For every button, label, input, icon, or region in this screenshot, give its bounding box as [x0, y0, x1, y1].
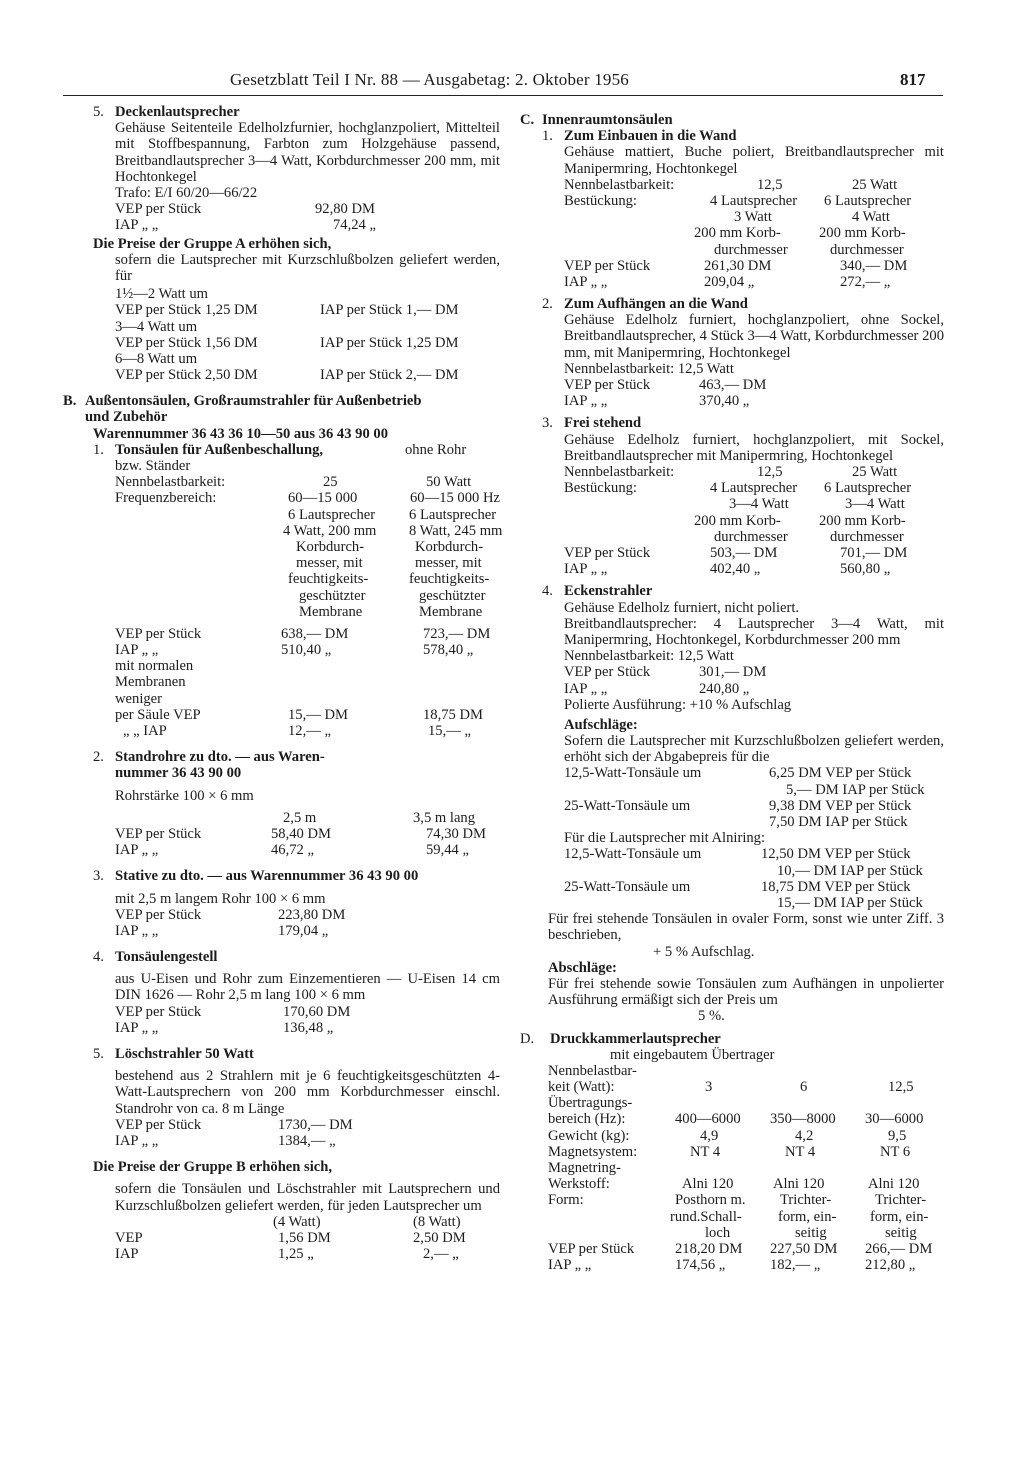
item-description: Gehäuse Edelholz furniert, hochglanzpoliert, ohne Sockel, Breitbandlautsprecher, 4 Stück 3—4 Watt, Korbdurchmesser 200 mm, mit Manipermring, Hochtonkegel — [564, 312, 944, 361]
iap-value: 240,80 „ — [699, 680, 750, 697]
desc-c2: Korbdurch- — [415, 538, 484, 555]
iap-text: IAP per Stück 1,25 DM — [320, 334, 459, 351]
desc-c2: 200 mm Korb- — [819, 225, 906, 242]
section-b-heading — [63, 393, 500, 442]
item-number: 3. — [93, 868, 104, 885]
iap-c1: 174,56 „ — [675, 1257, 726, 1274]
form-label: Form: — [548, 1192, 584, 1209]
desc-c1: 200 mm Korb- — [694, 512, 781, 529]
ueb-c3: 30—6000 — [865, 1111, 924, 1128]
trafo-text: Trafo: E/I 60/20—66/22 — [115, 185, 258, 201]
form-c2: Trichter- — [780, 1192, 832, 1209]
item-number: 1. — [542, 128, 553, 145]
section-einbauen — [542, 128, 944, 290]
item-title: Zum Aufhängen an die Wand — [564, 296, 748, 313]
per-saeule-iap-label: „ „ IAP — [123, 723, 167, 740]
magw-label: Magnetring- — [548, 1160, 621, 1177]
section-label: B. — [63, 393, 77, 410]
iap-text: IAP per Stück 2,— DM — [320, 367, 459, 384]
gew-c1: 4,9 — [700, 1127, 719, 1144]
desc-c2: geschützter — [419, 587, 486, 604]
iap-text: IAP per Stück 1,— DM — [320, 302, 459, 319]
nenn-text: Nennbelastbarkeit: 12,5 Watt — [564, 648, 734, 665]
per-saeule-vep-label: per Säule VEP — [115, 706, 201, 723]
item-title: Zum Einbauen in die Wand — [564, 128, 737, 145]
iap-c2: 560,80 „ — [840, 561, 891, 578]
vep-label: VEP per Stück — [115, 1003, 202, 1020]
item-title: Eckenstrahler — [564, 583, 653, 600]
ueb-c2: 350—8000 — [770, 1111, 836, 1128]
row-label: 25-Watt-Tonsäule um — [564, 797, 691, 814]
nenn-text: Nennbelastbarkeit: 12,5 Watt — [564, 360, 734, 377]
section-gruppe-b — [93, 1159, 500, 1262]
section-gruppe-a — [93, 236, 500, 384]
item-number: 4. — [542, 583, 553, 600]
iap-label: IAP „ „ — [564, 561, 608, 578]
nenn-label: Nennbelastbarkeit: — [564, 176, 675, 193]
nenn-c2: 50 Watt — [426, 474, 472, 491]
freq-label: Frequenzbereich: — [115, 490, 217, 507]
section-label: C. — [520, 112, 535, 128]
vep-c2: 723,— DM — [423, 625, 491, 642]
section-loeschstrahler — [93, 1046, 500, 1149]
iap-label: IAP „ „ — [115, 642, 159, 659]
form-c3: form, ein- — [870, 1208, 929, 1225]
row-vep: 12,50 DM VEP per Stück — [761, 846, 911, 863]
desc-c1: Membrane — [299, 603, 363, 620]
vep-value: 301,— DM — [699, 664, 767, 681]
iap-c1: 46,72 „ — [271, 842, 314, 859]
desc-c2: durchmesser — [830, 528, 904, 545]
length-c1: 2,5 m — [283, 809, 317, 826]
section-tonsaeulengestell — [93, 949, 500, 1036]
best-label: Bestückung: — [564, 480, 637, 497]
item-title: Deckenlautsprecher — [115, 104, 240, 120]
vep-label: VEP per Stück — [564, 664, 651, 681]
desc-c2: messer, mit — [415, 555, 482, 572]
form-c2: form, ein- — [778, 1208, 837, 1225]
section-aufhaengen — [542, 296, 944, 409]
form-c3: seitig — [885, 1224, 917, 1241]
row-iap: 7,50 DM IAP per Stück — [769, 814, 908, 831]
desc-c1: 6 Lautsprecher — [288, 506, 376, 523]
item-description: Breitbandlautsprecher: 4 Lautsprecher 3—4 Watt, mit Manipermring, Hochtonkegel, Korbdurchmesser 200 mm — [564, 615, 944, 648]
item-title: Stative zu dto. — aus Warennummer 36 43 90 00 — [115, 868, 419, 885]
weniger-iap-c2: 15,— „ — [428, 723, 471, 740]
section-oval — [548, 911, 944, 960]
vep-c1: 261,30 DM — [704, 257, 772, 274]
nenn-label: Nennbelastbarkeit: — [564, 464, 675, 481]
vep-value: 170,60 DM — [283, 1003, 351, 1020]
item-number: 2. — [93, 749, 104, 766]
length-c2: 3,5 m lang — [413, 809, 476, 826]
watt-label: 6—8 Watt um — [115, 350, 198, 367]
weniger-vep-c2: 18,75 DM — [423, 706, 483, 723]
section-deckenlautsprecher — [93, 104, 500, 234]
vep-c2: 2,50 DM — [413, 1230, 466, 1247]
nenn-c1: 25 — [323, 474, 338, 491]
watt-label: 1½—2 Watt um — [115, 286, 209, 303]
form-c1: loch — [705, 1224, 731, 1241]
iap-c2: 182,— „ — [770, 1257, 821, 1274]
vep-label: VEP per Stück — [564, 544, 651, 561]
ueb-c1: 400—6000 — [675, 1111, 741, 1128]
gruppe-a-rows — [115, 286, 500, 383]
desc-c1: 3 Watt — [734, 209, 772, 226]
row-label: 12,5-Watt-Tonsäule um — [564, 846, 702, 863]
gruppe-a-text: sofern die Lautsprecher mit Kurzschlußbolzen geliefert werden, für — [115, 251, 500, 284]
desc-c2: 6 Lautsprecher — [409, 506, 497, 523]
iap-label: IAP „ „ — [115, 842, 159, 859]
nenn-c1: 12,5 — [757, 176, 783, 193]
form-c1: Posthorn m. — [675, 1192, 746, 1209]
weniger-vep-c1: 15,— DM — [288, 706, 348, 723]
page-number: 817 — [900, 70, 926, 89]
vep-c1: 218,20 DM — [675, 1240, 743, 1257]
vep-label: VEP — [115, 1230, 143, 1247]
weniger-iap-c1: 12,— „ — [288, 723, 331, 740]
warennummer: Warennummer 36 43 36 10—50 aus 36 43 90 00 — [93, 425, 388, 442]
section-eckenstrahler — [542, 583, 944, 713]
gruppe-b-title: Die Preise der Gruppe B erhöhen sich, — [93, 1159, 333, 1176]
section-subtitle: mit eingebautem Übertrager — [610, 1046, 775, 1063]
item-title: Löschstrahler 50 Watt — [115, 1046, 254, 1063]
iap-c2: 59,44 „ — [426, 842, 469, 859]
oval-text: Für frei stehende Tonsäulen in ovaler Form, sonst wie unter Ziff. 3 beschrieben, — [548, 911, 944, 944]
item-description: Gehäuse Seitenteile Edelholzfurnier, hochglanzpoliert, Mittelteil mit Stoffbespannung, Farbton zum Holzgehäuse passend, Breitbandlautsprecher 3—4 Watt, Korbdurchmesser 200 mm, mit Hochtonkegel — [115, 120, 500, 185]
watt-label: 3—4 Watt um — [115, 318, 198, 335]
header-c1: (4 Watt) — [273, 1213, 321, 1230]
nenn-c1: 12,5 — [757, 464, 783, 481]
vep-c3: 266,— DM — [865, 1240, 933, 1257]
desc-c1: 3—4 Watt — [729, 496, 789, 513]
section-abschlaege — [548, 960, 944, 1025]
werk-c1: Alni 120 — [682, 1176, 734, 1193]
vep-label: VEP per Stück — [115, 1116, 202, 1133]
item-description: aus U-Eisen und Rohr zum Einzementieren — U-Eisen 14 cm DIN 1626 — Rohr 2,5 m lang 100 × 6 mm — [115, 971, 500, 1004]
gruppe-a-title: Die Preise der Gruppe A erhöhen sich, — [93, 235, 332, 252]
item-description: Gehäuse Edelholz furniert, hochglanzpoliert, mit Sockel, Breitbandlautsprecher mit Manipermring, Hochtonkegel — [564, 431, 944, 464]
row-vep: 9,38 DM VEP per Stück — [769, 797, 912, 814]
vep-label: VEP per Stück — [564, 257, 651, 274]
iap-value: 179,04 „ — [278, 922, 329, 939]
rohrstaerke: Rohrstärke 100 × 6 mm — [115, 787, 254, 804]
iap-value: 1384,— „ — [278, 1133, 336, 1150]
vep-c2: 227,50 DM — [770, 1240, 838, 1257]
item-title-line2: bzw. Ständer — [115, 458, 191, 475]
desc-c2: 8 Watt, 245 mm — [409, 522, 503, 539]
alniring-text: Für die Lautsprecher mit Alniring: — [564, 830, 766, 847]
vep-value: 463,— DM — [699, 377, 767, 394]
iap-value: 136,48 „ — [283, 1019, 334, 1036]
item-title: Frei stehend — [564, 415, 642, 432]
gew-c2: 4,2 — [795, 1127, 814, 1144]
gew-label: Gewicht (kg): — [548, 1127, 630, 1144]
nenn-c2: 25 Watt — [852, 464, 898, 481]
desc-c2: 6 Lautsprecher — [824, 192, 912, 209]
iap-label: IAP „ „ — [115, 217, 159, 234]
row-iap: 10,— DM IAP per Stück — [777, 862, 923, 879]
vep-c2: 701,— DM — [840, 544, 908, 561]
nenn-c2: 6 — [800, 1079, 808, 1096]
iap-label: IAP „ „ — [564, 393, 608, 410]
row-iap: 15,— DM IAP per Stück — [777, 894, 923, 911]
iap-label: IAP — [115, 1246, 139, 1263]
vep-text: VEP per Stück 1,56 DM — [115, 334, 258, 351]
section-title: Außentonsäulen, Großraumstrahler für Außenbetrieb — [85, 393, 422, 410]
desc-c1: feuchtigkeits- — [288, 571, 369, 588]
item-number: 5. — [93, 104, 104, 120]
vep-text: VEP per Stück 1,25 DM — [115, 302, 258, 319]
desc-c2: feuchtigkeits- — [409, 571, 490, 588]
desc-c2: 200 mm Korb- — [819, 512, 906, 529]
iap-c1: 1,25 „ — [278, 1246, 314, 1263]
vep-value: 92,80 DM — [315, 201, 375, 218]
section-aufschlaege — [564, 717, 944, 911]
section-label: D. — [520, 1030, 535, 1047]
iap-c3: 212,80 „ — [865, 1257, 916, 1274]
gew-c3: 9,5 — [888, 1127, 907, 1144]
item-title: Standrohre zu dto. — aus Waren- — [115, 749, 325, 766]
vep-c1: 638,— DM — [281, 625, 349, 642]
left-column — [63, 104, 503, 1263]
item-number: 2. — [542, 296, 553, 313]
desc-c1: geschützter — [299, 587, 366, 604]
desc-c1: 4 Lautsprecher — [710, 480, 798, 497]
freq-c2: 60—15 000 Hz — [410, 490, 500, 507]
vep-c1: 503,— DM — [710, 544, 778, 561]
vep-label: VEP per Stück — [115, 201, 202, 218]
section-title: Innenraumtonsäulen — [542, 112, 673, 128]
nenn-label: Nennbelastbar- — [548, 1062, 637, 1079]
vep-text: VEP per Stück 2,50 DM — [115, 367, 258, 384]
desc-c2: 3—4 Watt — [845, 496, 905, 513]
vep-c2: 340,— DM — [840, 257, 908, 274]
aufschlaege-text: Sofern die Lautsprecher mit Kurzschlußbolzen geliefert werden, erhöht sich der Abgabepreis für die — [564, 733, 944, 766]
row-iap: 5,— DM IAP per Stück — [786, 781, 925, 798]
vep-label: VEP per Stück — [548, 1240, 635, 1257]
right-column — [520, 112, 944, 1273]
desc-c2: Membrane — [419, 603, 483, 620]
vep-c2: 74,30 DM — [426, 825, 486, 842]
aufschlaege-title: Aufschläge: — [564, 716, 638, 733]
mag-c1: NT 4 — [690, 1143, 721, 1160]
vep-value: 1730,— DM — [278, 1116, 353, 1133]
vep-value: 223,80 DM — [278, 906, 346, 923]
header-rule — [63, 95, 943, 96]
nenn-c3: 12,5 — [888, 1079, 914, 1096]
mag-c2: NT 4 — [785, 1143, 816, 1160]
item-number: 4. — [93, 949, 104, 966]
weniger: weniger — [115, 690, 163, 707]
iap-value: 74,24 „ — [333, 217, 376, 234]
vep-c1: 1,56 DM — [278, 1230, 331, 1247]
desc-c1: 200 mm Korb- — [694, 225, 781, 242]
section-tonsaeulen — [93, 441, 503, 740]
iap-label: IAP „ „ — [564, 680, 608, 697]
ueb-label: Übertragungs- — [548, 1095, 633, 1112]
mag-label: Magnetsystem: — [548, 1143, 638, 1160]
nenn-c1: 3 — [705, 1079, 713, 1096]
page-header-title: Gesetzblatt Teil I Nr. 88 — Ausgabetag: 2. Oktober 1956 — [230, 70, 630, 89]
item-description: mit 2,5 m langem Rohr 100 × 6 mm — [115, 890, 326, 907]
iap-c1: 209,04 „ — [704, 273, 755, 290]
item-title-cont: nummer 36 43 90 00 — [115, 765, 242, 782]
iap-c2: 578,40 „ — [423, 642, 474, 659]
desc-c1: 4 Watt, 200 mm — [283, 522, 377, 539]
item-number: 5. — [93, 1046, 104, 1063]
item-title: Tonsäulengestell — [115, 949, 218, 966]
mag-c3: NT 6 — [880, 1143, 911, 1160]
vep-c1: 58,40 DM — [271, 825, 331, 842]
nenn-label-cont: keit (Watt): — [548, 1079, 615, 1096]
iap-value: 370,40 „ — [699, 393, 750, 410]
nenn-c2: 25 Watt — [852, 176, 898, 193]
vep-label: VEP per Stück — [115, 825, 202, 842]
section-stative — [93, 868, 500, 939]
iap-c2: 2,— „ — [423, 1246, 459, 1263]
abschlaege-text: Für frei stehende sowie Tonsäulen zum Aufhängen in unpolierter Ausführung ermäßigt sich der Preis um — [548, 975, 944, 1009]
section-standrohre — [93, 749, 500, 858]
row-label: 12,5-Watt-Tonsäule um — [564, 765, 702, 782]
form-c3: Trichter- — [875, 1192, 927, 1209]
iap-label: IAP „ „ — [115, 1019, 159, 1036]
werk-c3: Alni 120 — [868, 1176, 920, 1193]
iap-label: IAP „ „ — [115, 1133, 159, 1150]
desc-c1: durchmesser — [714, 241, 788, 258]
iap-label: IAP „ „ — [564, 273, 608, 290]
section-title-cont: und Zubehör — [85, 409, 168, 426]
item-description: Gehäuse mattiert, Buche poliert, Breitbandlautsprecher mit Manipermring, Hochtonkegel — [564, 144, 944, 177]
desc-c2: 4 Watt — [852, 209, 890, 226]
iap-c1: 402,40 „ — [710, 561, 761, 578]
polierte-text: Polierte Ausführung: +10 % Aufschlag — [564, 696, 792, 713]
abschlaege-title: Abschläge: — [548, 959, 617, 976]
iap-c2: 272,— „ — [840, 273, 891, 290]
item-line1: Gehäuse Edelholz furniert, nicht poliert. — [564, 599, 800, 616]
freq-c1: 60—15 000 — [288, 490, 358, 507]
ueb-label-cont: bereich (Hz): — [548, 1111, 626, 1128]
header-c2: (8 Watt) — [413, 1213, 461, 1230]
row-vep: 18,75 DM VEP per Stück — [761, 878, 911, 895]
vep-label: VEP per Stück — [115, 625, 202, 642]
iap-label: IAP „ „ — [548, 1257, 592, 1274]
membranen: Membranen — [115, 674, 186, 691]
item-description: bestehend aus 2 Strahlern mit je 6 feuchtigkeitsgeschützten 4-Watt-Lautsprechern von 200 mm Korbdurchmesser einschl. Standrohr von ca. 8 m Länge — [115, 1068, 500, 1117]
magw-label-cont: Werkstoff: — [548, 1176, 610, 1193]
iap-label: IAP „ „ — [115, 922, 159, 939]
item-title-rest: ohne Rohr — [405, 441, 467, 458]
best-label: Bestückung: — [564, 192, 637, 209]
vep-label: VEP per Stück — [115, 906, 202, 923]
form-c1: rund.Schall- — [670, 1208, 742, 1225]
form-c2: seitig — [795, 1224, 827, 1241]
gruppe-b-text: sofern die Tonsäulen und Löschstrahler mit Lautsprechern und Kurzschlußbolzen geliefert werden, für jeden Lautsprecher um — [115, 1181, 500, 1214]
mit-normalen: mit normalen — [115, 658, 194, 675]
desc-c1: Korbdurch- — [296, 538, 365, 555]
section-d — [520, 1031, 944, 1274]
row-vep: 6,25 DM VEP per Stück — [769, 765, 912, 782]
iap-c1: 510,40 „ — [281, 642, 332, 659]
desc-c1: 4 Lautsprecher — [710, 192, 798, 209]
item-title: Tonsäulen für Außenbeschallung, — [115, 441, 324, 458]
section-frei-stehend — [542, 415, 944, 577]
desc-c2: durchmesser — [830, 241, 904, 258]
item-number: 1. — [93, 441, 104, 458]
oval-aufschlag: + 5 % Aufschlag. — [653, 943, 755, 960]
desc-c2: 6 Lautsprecher — [824, 480, 912, 497]
werk-c2: Alni 120 — [773, 1176, 825, 1193]
item-number: 3. — [542, 415, 553, 432]
nenn-label: Nennbelastbarkeit: — [115, 474, 226, 491]
desc-c1: messer, mit — [296, 555, 363, 572]
row-label: 25-Watt-Tonsäule um — [564, 878, 691, 895]
section-title: Druckkammerlautsprecher — [550, 1030, 721, 1047]
section-c-heading — [520, 112, 944, 128]
desc-c1: durchmesser — [714, 528, 788, 545]
vep-label: VEP per Stück — [564, 377, 651, 394]
abschlaege-value: 5 %. — [698, 1008, 725, 1025]
